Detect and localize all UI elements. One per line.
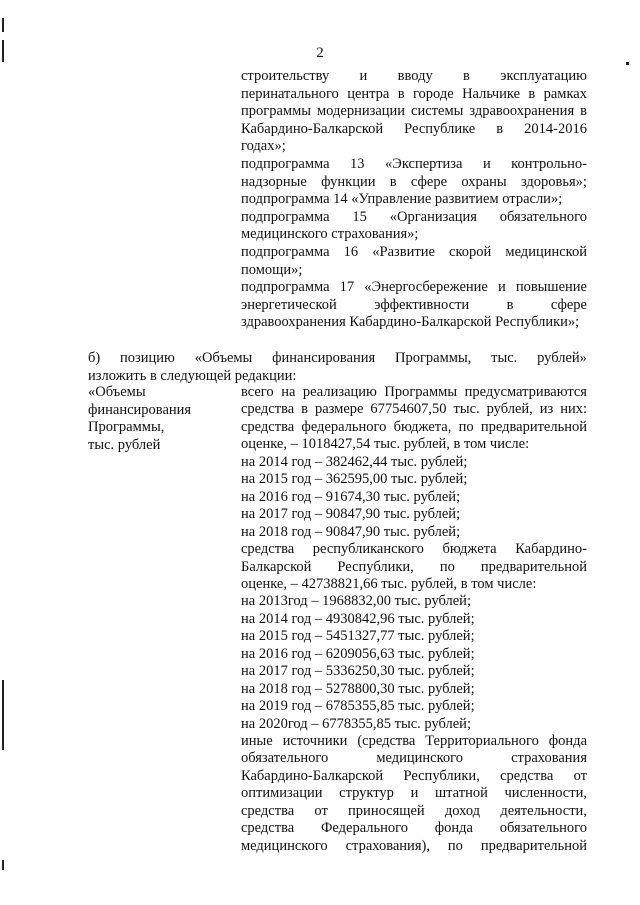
detail-line: Кабардино-Балкарской Республики, средства от [241,767,587,784]
label-line: тыс. рублей [88,436,161,453]
text-line: подпрограмма 17 «Энергосбережение и повышение [241,279,587,296]
text-line: перинатального центра в городе Нальчике в рамках [241,85,587,102]
text-line: годах»; [241,138,286,155]
detail-line: средства в размере 67754607,50 тыс. рублей, из них: [241,401,587,418]
paragraph-line: б) позицию «Объемы финансирования Программы, тыс. рублей» [88,350,587,366]
text-line: строительству и вводу в эксплуатацию [241,68,587,84]
detail-line: на 2013год – 1968832,00 тыс. рублей; [241,593,471,610]
detail-line: на 2016 год – 91674,30 тыс. рублей; [241,488,461,505]
label-line: финансирования [88,401,192,418]
text-line: надзорные функции в сфере охраны здоровья»; [241,173,587,190]
text-line: подпрограмма 14 «Управление развитием отрасли»; [241,191,563,208]
text-line: подпрограмма 13 «Экспертиза и контрольно- [241,156,587,172]
text-line: программы модернизации системы здравоохранения в [241,103,587,120]
detail-line: средства от приносящей доход деятельности, [241,802,587,819]
detail-line: оценке, – 42738821,66 тыс. рублей, в том числе: [241,575,537,592]
detail-line: на 2015 год – 5451327,77 тыс. рублей; [241,628,475,645]
label-line: Программы, [88,419,165,435]
detail-line: средства республиканского бюджета Кабардино- [241,541,587,558]
scan-mark [2,18,4,32]
detail-line: средства федерального бюджета, по предварительной [241,418,587,435]
detail-line: на 2017 год – 90847,90 тыс. рублей; [241,506,461,523]
scan-mark [626,62,629,65]
text-line: Кабардино-Балкарской Республике в 2014-2016 [241,120,587,137]
detail-line: медицинского страхования), по предварительной [241,837,587,854]
text-line: подпрограмма 15 «Организация обязательного [241,208,587,225]
scan-mark [2,860,4,870]
paragraph-line: изложить в следующей редакции: [88,367,297,384]
text-line: здравоохранения Кабардино-Балкарской Республики»; [241,314,580,331]
detail-line: всего на реализацию Программы предусматриваются [241,384,587,400]
detail-line: на 2015 год – 362595,00 тыс. рублей; [241,471,468,488]
detail-line: на 2018 год – 90847,90 тыс. рублей; [241,523,461,540]
text-line: помощи»; [241,261,303,278]
detail-line: на 2017 год – 5336250,30 тыс. рублей; [241,663,475,680]
detail-line: оптимизации структур и штатной численности, [241,785,587,802]
detail-line: на 2014 год – 382462,44 тыс. рублей; [241,453,468,470]
text-line: подпрограмма 16 «Развитие скорой медицинской [241,244,587,260]
detail-line: оценке, – 1018427,54 тыс. рублей, в том числе: [241,436,530,453]
label-line: «Объемы [88,384,146,400]
detail-line: на 2018 год – 5278800,30 тыс. рублей; [241,680,475,697]
detail-line: на 2016 год – 6209056,63 тыс. рублей; [241,645,475,662]
text-line: медицинского страхования»; [241,226,419,243]
detail-line: обязательного медицинского страхования [241,750,587,767]
detail-line: на 2019 год – 6785355,85 тыс. рублей; [241,698,475,715]
page-number: 2 [316,45,324,61]
scan-mark [2,680,4,750]
detail-line: на 2014 год – 4930842,96 тыс. рублей; [241,610,475,627]
detail-line: средства Федерального фонда обязательного [241,820,587,837]
text-line: энергетической эффективности в сфере [241,296,587,313]
detail-line: на 2020год – 6778355,85 тыс. рублей; [241,715,471,732]
detail-line: Балкарской Республики, по предварительной [241,558,587,575]
detail-line: иные источники (средства Территориального фонда [241,733,587,749]
